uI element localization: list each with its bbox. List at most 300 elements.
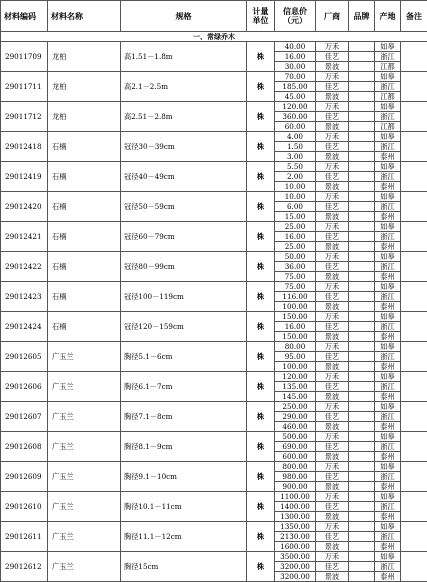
remark-cell	[401, 522, 427, 552]
brand-cell	[349, 412, 375, 422]
remark-cell	[401, 72, 427, 102]
brand-cell	[349, 242, 375, 252]
manufacturer-cell: 景波	[316, 302, 349, 312]
origin-cell: 浙江	[375, 502, 401, 512]
unit-cell: 株	[247, 102, 275, 132]
brand-cell	[349, 392, 375, 402]
origin-cell: 如皋	[375, 72, 401, 82]
price-cell: 1.50	[275, 142, 316, 152]
manufacturer-cell: 景波	[316, 212, 349, 222]
material-name: 石楠	[48, 222, 121, 252]
remark-cell	[401, 132, 427, 162]
manufacturer-cell: 景波	[316, 122, 349, 132]
brand-cell	[349, 182, 375, 192]
origin-cell: 浙江	[375, 262, 401, 272]
origin-cell: 如皋	[375, 162, 401, 172]
brand-cell	[349, 102, 375, 112]
material-code: 29011709	[1, 42, 48, 72]
origin-cell: 泰州	[375, 392, 401, 402]
price-cell: 16.00	[275, 52, 316, 62]
price-cell: 800.00	[275, 462, 316, 472]
material-code: 29012421	[1, 222, 48, 252]
origin-cell: 浙江	[375, 232, 401, 242]
manufacturer-cell: 万禾	[316, 222, 349, 232]
unit-cell: 株	[247, 282, 275, 312]
spec-cell: 冠径100－119cm	[121, 282, 247, 312]
remark-cell	[401, 372, 427, 402]
origin-cell: 泰州	[375, 542, 401, 552]
origin-cell: 泰州	[375, 152, 401, 162]
spec-cell: 胸径6.1－7cm	[121, 372, 247, 402]
material-name: 石楠	[48, 162, 121, 192]
manufacturer-cell: 佳艺	[316, 52, 349, 62]
brand-cell	[349, 252, 375, 262]
brand-cell	[349, 282, 375, 292]
brand-cell	[349, 342, 375, 352]
spec-cell: 冠径40－49cm	[121, 162, 247, 192]
header-price: 信息价 （元）	[275, 1, 316, 32]
origin-cell: 浙江	[375, 442, 401, 452]
manufacturer-cell: 万禾	[316, 372, 349, 382]
origin-cell: 江都	[375, 92, 401, 102]
manufacturer-cell: 景波	[316, 362, 349, 372]
spec-cell: 高2.1－2.5m	[121, 72, 247, 102]
table-row	[1, 222, 427, 232]
manufacturer-cell: 万禾	[316, 462, 349, 472]
brand-cell	[349, 422, 375, 432]
header-brand: 品牌	[349, 1, 375, 32]
brand-cell	[349, 142, 375, 152]
price-cell: 500.00	[275, 432, 316, 442]
table-row	[1, 102, 427, 112]
origin-cell: 如皋	[375, 342, 401, 352]
unit-cell: 株	[247, 72, 275, 102]
price-cell: 2130.00	[275, 532, 316, 542]
price-cell: 100.00	[275, 302, 316, 312]
unit-cell: 株	[247, 522, 275, 552]
unit-cell: 株	[247, 162, 275, 192]
brand-cell	[349, 512, 375, 522]
manufacturer-cell: 佳艺	[316, 142, 349, 152]
price-cell: 600.00	[275, 452, 316, 462]
unit-cell: 株	[247, 492, 275, 522]
price-cell: 36.00	[275, 262, 316, 272]
brand-cell	[349, 372, 375, 382]
origin-cell: 浙江	[375, 82, 401, 92]
material-code: 29011711	[1, 72, 48, 102]
manufacturer-cell: 万禾	[316, 342, 349, 352]
origin-cell: 如皋	[375, 102, 401, 112]
manufacturer-cell: 景波	[316, 512, 349, 522]
remark-cell	[401, 552, 427, 582]
brand-cell	[349, 382, 375, 392]
brand-cell	[349, 572, 375, 582]
price-cell: 15.00	[275, 212, 316, 222]
manufacturer-cell: 佳艺	[316, 382, 349, 392]
manufacturer-cell: 佳艺	[316, 352, 349, 362]
manufacturer-cell: 佳艺	[316, 202, 349, 212]
brand-cell	[349, 562, 375, 572]
manufacturer-cell: 万禾	[316, 492, 349, 502]
table-row	[1, 342, 427, 352]
manufacturer-cell: 景波	[316, 62, 349, 72]
brand-cell	[349, 132, 375, 142]
manufacturer-cell: 万禾	[316, 72, 349, 82]
table-row	[1, 462, 427, 472]
brand-cell	[349, 162, 375, 172]
spec-cell: 冠径30－39cm	[121, 132, 247, 162]
table-row	[1, 282, 427, 292]
origin-cell: 泰州	[375, 182, 401, 192]
remark-cell	[401, 252, 427, 282]
brand-cell	[349, 272, 375, 282]
material-name: 石楠	[48, 282, 121, 312]
unit-cell: 株	[247, 552, 275, 582]
material-code: 29012610	[1, 492, 48, 522]
material-code: 29012608	[1, 432, 48, 462]
spec-cell: 胸径11.1－12cm	[121, 522, 247, 552]
origin-cell: 如皋	[375, 372, 401, 382]
price-cell: 1100.00	[275, 492, 316, 502]
origin-cell: 如皋	[375, 462, 401, 472]
material-name: 龙柏	[48, 72, 121, 102]
brand-cell	[349, 532, 375, 542]
spec-cell: 高1.51－1.8m	[121, 42, 247, 72]
manufacturer-cell: 景波	[316, 182, 349, 192]
origin-cell: 如皋	[375, 42, 401, 52]
material-name: 石楠	[48, 312, 121, 342]
price-cell: 30.00	[275, 62, 316, 72]
price-cell: 16.00	[275, 322, 316, 332]
brand-cell	[349, 92, 375, 102]
price-cell: 75.00	[275, 272, 316, 282]
table-row	[1, 552, 427, 562]
brand-cell	[349, 352, 375, 362]
header-code: 材料编码	[1, 1, 48, 32]
table-row	[1, 312, 427, 322]
brand-cell	[349, 232, 375, 242]
remark-cell	[401, 462, 427, 492]
manufacturer-cell: 万禾	[316, 192, 349, 202]
origin-cell: 浙江	[375, 202, 401, 212]
price-cell: 10.00	[275, 182, 316, 192]
header-manufacturer: 厂商	[316, 1, 349, 32]
spec-cell: 胸径9.1－10cm	[121, 462, 247, 492]
price-cell: 1600.00	[275, 542, 316, 552]
material-code: 29012607	[1, 402, 48, 432]
manufacturer-cell: 佳艺	[316, 82, 349, 92]
material-code: 29012609	[1, 462, 48, 492]
manufacturer-cell: 佳艺	[316, 502, 349, 512]
brand-cell	[349, 522, 375, 532]
origin-cell: 浙江	[375, 382, 401, 392]
material-code: 29012605	[1, 342, 48, 372]
material-name: 龙柏	[48, 102, 121, 132]
price-cell: 60.00	[275, 122, 316, 132]
material-name: 石楠	[48, 132, 121, 162]
origin-cell: 如皋	[375, 192, 401, 202]
brand-cell	[349, 202, 375, 212]
origin-cell: 泰州	[375, 452, 401, 462]
brand-cell	[349, 402, 375, 412]
price-cell: 3.00	[275, 152, 316, 162]
origin-cell: 浙江	[375, 142, 401, 152]
manufacturer-cell: 万禾	[316, 42, 349, 52]
material-name: 广玉兰	[48, 492, 121, 522]
material-code: 29012606	[1, 372, 48, 402]
table-row	[1, 162, 427, 172]
brand-cell	[349, 312, 375, 322]
price-cell: 250.00	[275, 402, 316, 412]
origin-cell: 浙江	[375, 322, 401, 332]
brand-cell	[349, 172, 375, 182]
price-cell: 5.50	[275, 162, 316, 172]
price-cell: 980.00	[275, 472, 316, 482]
origin-cell: 泰州	[375, 212, 401, 222]
price-cell: 10.00	[275, 192, 316, 202]
manufacturer-cell: 景波	[316, 92, 349, 102]
price-cell: 135.00	[275, 382, 316, 392]
price-cell: 120.00	[275, 102, 316, 112]
spec-cell: 胸径7.1－8cm	[121, 402, 247, 432]
spec-cell: 冠径50－59cm	[121, 192, 247, 222]
price-cell: 16.00	[275, 232, 316, 242]
table-row	[1, 402, 427, 412]
spec-cell: 冠径120－159cm	[121, 312, 247, 342]
material-code: 29012420	[1, 192, 48, 222]
unit-cell: 株	[247, 342, 275, 372]
origin-cell: 浙江	[375, 172, 401, 182]
manufacturer-cell: 佳艺	[316, 292, 349, 302]
price-cell: 80.00	[275, 342, 316, 352]
brand-cell	[349, 482, 375, 492]
price-cell: 40.00	[275, 42, 316, 52]
spec-cell: 冠径60－79cm	[121, 222, 247, 252]
price-cell: 1300.00	[275, 512, 316, 522]
origin-cell: 如皋	[375, 492, 401, 502]
brand-cell	[349, 42, 375, 52]
manufacturer-cell: 景波	[316, 572, 349, 582]
origin-cell: 泰州	[375, 512, 401, 522]
origin-cell: 如皋	[375, 522, 401, 532]
manufacturer-cell: 佳艺	[316, 322, 349, 332]
manufacturer-cell: 景波	[316, 332, 349, 342]
unit-cell: 株	[247, 312, 275, 342]
header-remark: 备注	[401, 1, 427, 32]
brand-cell	[349, 552, 375, 562]
origin-cell: 泰州	[375, 422, 401, 432]
unit-cell: 株	[247, 222, 275, 252]
brand-cell	[349, 52, 375, 62]
unit-cell: 株	[247, 192, 275, 222]
material-name: 广玉兰	[48, 402, 121, 432]
spec-cell: 胸径10.1－11cm	[121, 492, 247, 522]
manufacturer-cell: 万禾	[316, 432, 349, 442]
price-cell: 290.00	[275, 412, 316, 422]
manufacturer-cell: 佳艺	[316, 172, 349, 182]
brand-cell	[349, 432, 375, 442]
manufacturer-cell: 万禾	[316, 552, 349, 562]
brand-cell	[349, 212, 375, 222]
origin-cell: 泰州	[375, 272, 401, 282]
material-name: 石楠	[48, 252, 121, 282]
header-origin: 产地	[375, 1, 401, 32]
price-cell: 185.00	[275, 82, 316, 92]
brand-cell	[349, 302, 375, 312]
origin-cell: 如皋	[375, 222, 401, 232]
manufacturer-cell: 佳艺	[316, 232, 349, 242]
material-name: 广玉兰	[48, 522, 121, 552]
remark-cell	[401, 432, 427, 462]
material-code: 29012422	[1, 252, 48, 282]
material-name: 广玉兰	[48, 462, 121, 492]
table-row	[1, 42, 427, 52]
origin-cell: 浙江	[375, 472, 401, 482]
unit-cell: 株	[247, 252, 275, 282]
price-cell: 95.00	[275, 352, 316, 362]
price-cell: 116.00	[275, 292, 316, 302]
manufacturer-cell: 万禾	[316, 162, 349, 172]
table-row	[1, 372, 427, 382]
manufacturer-cell: 景波	[316, 482, 349, 492]
spec-cell: 胸径15cm	[121, 552, 247, 582]
remark-cell	[401, 492, 427, 522]
price-cell: 900.00	[275, 482, 316, 492]
brand-cell	[349, 82, 375, 92]
unit-cell: 株	[247, 42, 275, 72]
material-name: 广玉兰	[48, 432, 121, 462]
unit-cell: 株	[247, 372, 275, 402]
manufacturer-cell: 佳艺	[316, 442, 349, 452]
origin-cell: 如皋	[375, 252, 401, 262]
brand-cell	[349, 452, 375, 462]
table-row	[1, 432, 427, 442]
manufacturer-cell: 景波	[316, 452, 349, 462]
price-cell: 3200.00	[275, 562, 316, 572]
spec-cell: 冠径80－99cm	[121, 252, 247, 282]
manufacturer-cell: 万禾	[316, 312, 349, 322]
material-name: 龙柏	[48, 42, 121, 72]
remark-cell	[401, 162, 427, 192]
material-name: 广玉兰	[48, 372, 121, 402]
brand-cell	[349, 112, 375, 122]
price-cell: 4.00	[275, 132, 316, 142]
price-cell: 3200.00	[275, 572, 316, 582]
manufacturer-cell: 佳艺	[316, 532, 349, 542]
section-title: 一、常绿乔木	[1, 32, 427, 42]
manufacturer-cell: 万禾	[316, 402, 349, 412]
price-cell: 1350.00	[275, 522, 316, 532]
origin-cell: 如皋	[375, 132, 401, 142]
manufacturer-cell: 佳艺	[316, 472, 349, 482]
header-unit: 计量 单位	[247, 1, 275, 32]
section-row	[1, 32, 427, 42]
header-row	[1, 1, 427, 32]
brand-cell	[349, 502, 375, 512]
remark-cell	[401, 222, 427, 252]
manufacturer-cell: 景波	[316, 542, 349, 552]
brand-cell	[349, 152, 375, 162]
price-cell: 150.00	[275, 312, 316, 322]
price-cell: 25.00	[275, 222, 316, 232]
price-cell: 2.00	[275, 172, 316, 182]
brand-cell	[349, 362, 375, 372]
origin-cell: 泰州	[375, 572, 401, 582]
manufacturer-cell: 景波	[316, 422, 349, 432]
material-code: 29012612	[1, 552, 48, 582]
brand-cell	[349, 262, 375, 272]
material-code: 29012418	[1, 132, 48, 162]
remark-cell	[401, 312, 427, 342]
material-code: 29012611	[1, 522, 48, 552]
remark-cell	[401, 282, 427, 312]
spec-cell: 胸径5.1－6cm	[121, 342, 247, 372]
manufacturer-cell: 景波	[316, 272, 349, 282]
manufacturer-cell: 万禾	[316, 282, 349, 292]
origin-cell: 泰州	[375, 242, 401, 252]
brand-cell	[349, 332, 375, 342]
price-cell: 460.00	[275, 422, 316, 432]
origin-cell: 泰州	[375, 302, 401, 312]
material-code: 29012424	[1, 312, 48, 342]
material-name: 石楠	[48, 192, 121, 222]
material-name: 广玉兰	[48, 552, 121, 582]
origin-cell: 浙江	[375, 412, 401, 422]
table-row	[1, 252, 427, 262]
material-code: 29012419	[1, 162, 48, 192]
remark-cell	[401, 402, 427, 432]
header-spec: 规格	[121, 1, 247, 32]
unit-cell: 株	[247, 402, 275, 432]
manufacturer-cell: 佳艺	[316, 412, 349, 422]
origin-cell: 浙江	[375, 112, 401, 122]
price-cell: 690.00	[275, 442, 316, 452]
brand-cell	[349, 462, 375, 472]
origin-cell: 浙江	[375, 292, 401, 302]
unit-cell: 株	[247, 462, 275, 492]
brand-cell	[349, 542, 375, 552]
origin-cell: 浙江	[375, 352, 401, 362]
origin-cell: 浙江	[375, 532, 401, 542]
brand-cell	[349, 192, 375, 202]
manufacturer-cell: 景波	[316, 392, 349, 402]
manufacturer-cell: 佳艺	[316, 262, 349, 272]
spec-cell: 高2.51－2.8m	[121, 102, 247, 132]
remark-cell	[401, 102, 427, 132]
price-cell: 1400.00	[275, 502, 316, 512]
origin-cell: 如皋	[375, 312, 401, 322]
table-body	[1, 32, 427, 582]
origin-cell: 江都	[375, 122, 401, 132]
manufacturer-cell: 万禾	[316, 132, 349, 142]
unit-cell: 株	[247, 132, 275, 162]
remark-cell	[401, 42, 427, 72]
origin-cell: 如皋	[375, 282, 401, 292]
table-row	[1, 132, 427, 142]
manufacturer-cell: 万禾	[316, 102, 349, 112]
material-code: 29011712	[1, 102, 48, 132]
brand-cell	[349, 492, 375, 502]
table-row	[1, 492, 427, 502]
origin-cell: 泰州	[375, 332, 401, 342]
unit-cell: 株	[247, 432, 275, 462]
price-cell: 75.00	[275, 282, 316, 292]
remark-cell	[401, 192, 427, 222]
brand-cell	[349, 62, 375, 72]
price-cell: 120.00	[275, 372, 316, 382]
spec-cell: 胸径8.1－9cm	[121, 432, 247, 462]
price-cell: 70.00	[275, 72, 316, 82]
